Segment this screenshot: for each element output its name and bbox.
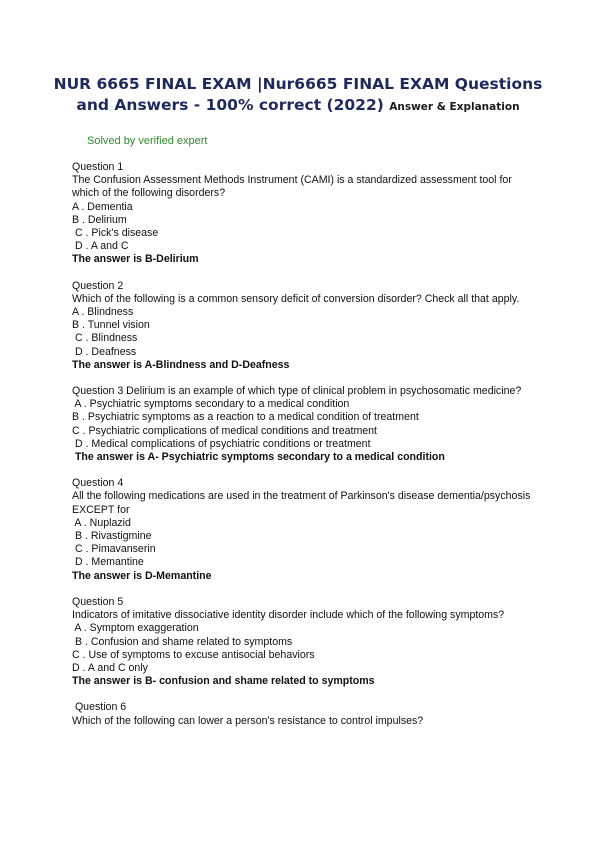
question-heading: Question 2 [72, 279, 124, 292]
option: A . Blindness [72, 306, 134, 319]
option: A . Symptom exaggeration [72, 622, 199, 635]
option: B . Tunnel vision [72, 319, 150, 332]
question-heading: Question 4 [72, 477, 124, 490]
option: C . Pimavanserin [72, 543, 156, 556]
question-block [72, 161, 532, 267]
option: C . Psychiatric complications of medical conditions and treatment [72, 424, 377, 437]
option: B . Psychiatric symptoms as a reaction to a medical condition of treatment [72, 411, 419, 424]
verified-label: Solved by verified expert [87, 135, 208, 147]
option: D . Deafness [72, 345, 137, 358]
question-heading: Question 6 [72, 701, 127, 714]
answer-text: The answer is B- confusion and shame related to symptoms [72, 675, 375, 688]
answer-text: The answer is B-Delirium [72, 253, 199, 266]
option: D . Medical complications of psychiatric conditions or treatment [72, 437, 371, 450]
option: C . Pick's disease [72, 227, 159, 240]
question-heading: Question 1 [72, 161, 124, 173]
option: A . Nuplazid [72, 516, 131, 529]
option: D . A and C only [72, 661, 148, 674]
option: A . Dementia [72, 200, 133, 213]
answer-text: The answer is D-Memantine [72, 569, 212, 582]
question-text: Which of the following can lower a person's resistance to control impulses? [72, 714, 424, 727]
questions-body [72, 161, 532, 741]
option: B . Confusion and shame related to symptoms [72, 635, 293, 648]
question-block [72, 385, 532, 464]
question-block [72, 280, 532, 372]
document-title [40, 74, 556, 118]
option: D . Memantine [72, 556, 144, 569]
option: A . Psychiatric symptoms secondary to a medical condition [72, 398, 350, 411]
question-block [72, 701, 532, 727]
option: C . Blindness [72, 332, 138, 345]
answer-text: The answer is A-Blindness and D-Deafness [72, 358, 290, 371]
question-text: The Confusion Assessment Methods Instrument (CAMI) is a standardized assessment tool for which of the following disorders? [72, 174, 512, 200]
title-main: NUR 6665 FINAL EXAM |Nur6665 FINAL EXAM Questions and Answers - 100% correct (2022) [53, 75, 543, 114]
question-heading: Question 5 [72, 595, 124, 608]
option: B . Delirium [72, 213, 127, 226]
question-block [72, 477, 532, 583]
question-text: Indicators of imitative dissociative identity disorder include which of the following symptoms? [72, 609, 505, 622]
question-text: All the following medications are used in the treatment of Parkinson's disease dementia/psychosis EXCEPT for [72, 490, 531, 516]
option: C . Use of symptoms to excuse antisocial behaviors [72, 648, 315, 661]
title-subtitle: Answer & Explanation [389, 101, 520, 113]
question-text: Which of the following is a common sensory deficit of conversion disorder? Check all that apply. [72, 292, 520, 305]
answer-text: The answer is A- Psychiatric symptoms secondary to a medical condition [72, 451, 445, 464]
option: B . Rivastigmine [72, 530, 152, 543]
option: D . A and C [72, 240, 129, 253]
question-text: Question 3 Delirium is an example of which type of clinical problem in psychosomatic medicine? [72, 385, 522, 398]
question-block [72, 596, 532, 688]
